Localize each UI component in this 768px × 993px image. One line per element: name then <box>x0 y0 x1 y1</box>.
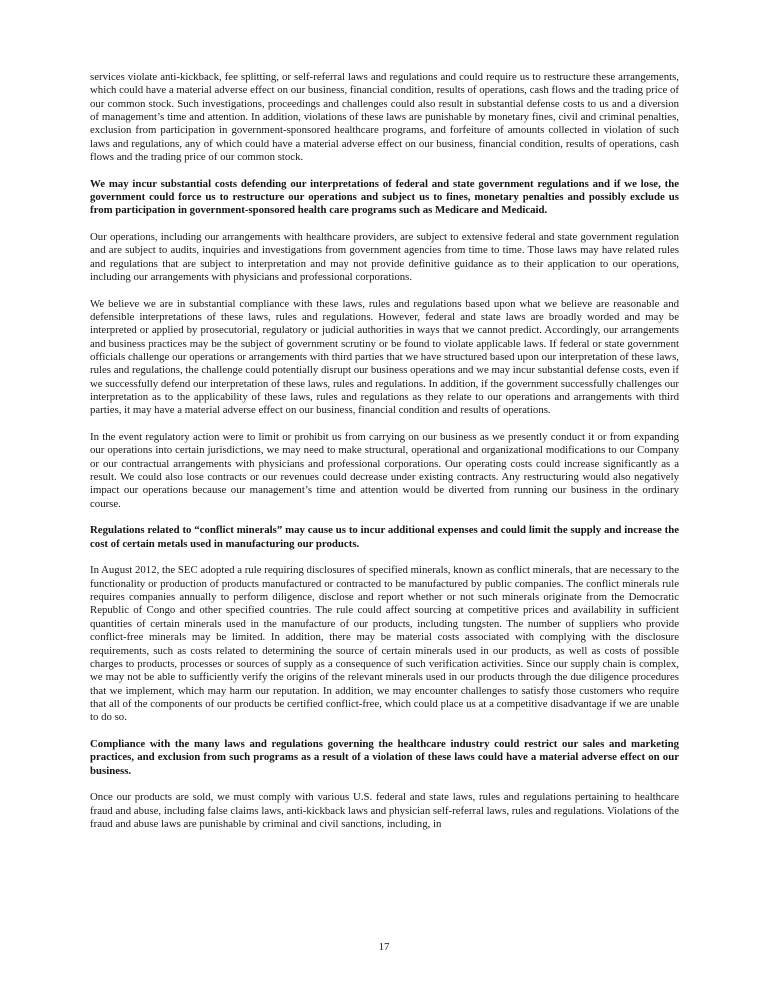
body-paragraph-operations-regulation: Our operations, including our arrangements with healthcare providers, are subject to extensive federal and state government regulation and are subject to audits, inquiries and investigations from government agencies from time to time. Those laws may have related rules and regulations that are subject to interpretation and may not provide definitive guidance as to their application to our operations, including our arrangements with physicians and professional corporations. <box>90 231 679 284</box>
page-number: 17 <box>378 941 390 953</box>
body-paragraph-continuation: services violate anti-kickback, fee splitting, or self-referral laws and regulations and could require us to restructure these arrangements, which could have a material adverse effect on our business, financial condition, results of operations, cash flows and the trading price of our common stock. Such investigations, proceedings and challenges could also result in substantial defense costs to us and a diversion of management’s time and attention. In addition, violations of these laws are punishable by monetary fines, civil and criminal penalties, exclusion from participation in government-sponsored healthcare programs, and forfeiture of amounts collected in violation of such laws and regulations, any of which could have a material adverse effect on our business, financial condition, results of operations, cash flows and the trading price of our common stock. <box>90 71 679 164</box>
risk-factor-heading-healthcare-compliance: Compliance with the many laws and regulations governing the healthcare industry could restrict our sales and marketing practices, and exclusion from such programs as a result of a violation of these laws could have a material adverse effect on our business. <box>90 737 679 777</box>
risk-factor-heading-conflict-minerals: Regulations related to “conflict minerals” may cause us to incur additional expenses and could limit the supply and increase the cost of certain metals used in manufacturing our products. <box>90 524 679 550</box>
body-paragraph-substantial-compliance: We believe we are in substantial compliance with these laws, rules and regulations based upon what we believe are reasonable and defensible interpretations of these laws, rules and regulations. However, federal and state laws are broadly worded and may be interpreted or applied by prosecutorial, regulatory or judicial authorities in ways that we cannot predict. Accordingly, our arrangements and business practices may be the subject of government scrutiny or be found to violate applicable laws. If federal or state government officials challenge our operations or arrangements with third parties that we have structured based upon our interpretation of these laws, rules and regulations, the challenge could potentially disrupt our business operations and we may incur substantial defense costs, even if we successfully defend our interpretation of these laws, rules and regulations. In addition, if the government successfully challenges our interpretation as to the applicability of these laws, rules and regulations as they relate to our operations and arrangements with third parties, it may have a material adverse effect on our business, financial condition and results of operations. <box>90 297 679 417</box>
body-paragraph-regulatory-action: In the event regulatory action were to limit or prohibit us from carrying on our business as we presently conduct it or from expanding our operations into certain jurisdictions, we may need to make structural, operational and organizational modifications to our Company or our contractual arrangements with physicians and professional corporations. Our operating costs could increase significantly as a result. We could also lose contracts or our revenues could decrease under existing contracts. Any restructuring would also negatively impact our operations because our management’s time and attention would be diverted from running our business in the ordinary course. <box>90 431 679 510</box>
body-paragraph-sec-conflict-minerals-rule: In August 2012, the SEC adopted a rule requiring disclosures of specified minerals, known as conflict minerals, that are necessary to the functionality or production of products manufactured or contracted to be manufactured by public companies. The conflict minerals rule requires companies annually to perform diligence, disclose and report whether or not such minerals originate from the Democratic Republic of Congo and other specified countries. The rule could affect sourcing at competitive prices and availability in sufficient quantities of certain minerals used in the manufacture of our products, including tungsten. The number of suppliers who provide conflict-free minerals may be limited. In addition, there may be material costs associated with complying with the disclosure requirements, such as costs related to determining the source of certain minerals used in our products, as well as costs of possible charges to products, processes or sources of supply as a consequence of such verification activities. Since our supply chain is complex, we may not be able to sufficiently verify the origins of the relevant minerals used in our products through the due diligence procedures that we implement, which may harm our reputation. In addition, we may encounter challenges to satisfy those customers who require that all of the components of our products be certified conflict-free, which could place us at a competitive disadvantage if we are unable to do so. <box>90 564 679 724</box>
risk-factor-heading-government-regulations: We may incur substantial costs defending our interpretations of federal and state government regulations and if we lose, the government could force us to restructure our operations and subject us to fines, monetary penalties and possibly exclude us from participation in government-sponsored health care programs such as Medicare and Medicaid. <box>90 177 679 217</box>
body-paragraph-fraud-and-abuse: Once our products are sold, we must comply with various U.S. federal and state laws, rules and regulations pertaining to healthcare fraud and abuse, including false claims laws, anti-kickback laws and physician self-referral laws, rules and regulations. Violations of the fraud and abuse laws are punishable by criminal and civil sanctions, including, in <box>90 791 679 830</box>
